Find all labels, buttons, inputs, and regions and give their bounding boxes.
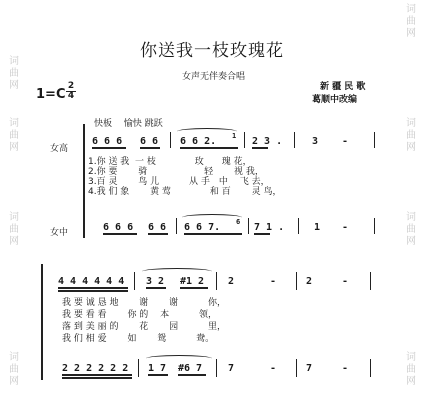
s2-lower-barline1 bbox=[138, 359, 139, 377]
s1-upper-beam3 bbox=[180, 147, 238, 149]
s1-lower-barline3 bbox=[298, 218, 299, 234]
s2-lyric-3: 落 到 美 丽 的 花 园 里， bbox=[62, 322, 227, 332]
s1-lower-beam1 bbox=[103, 233, 137, 235]
s2-upper-group1: 4 4 4 4 4 4 bbox=[58, 276, 125, 287]
s2-upper-group2: 3 2 bbox=[146, 276, 165, 287]
s2-upper-beam3 bbox=[180, 287, 208, 289]
s2-upper-barline2 bbox=[216, 272, 217, 290]
s1-lower-barline1 bbox=[176, 218, 177, 234]
watermark-left-1: 词曲网 bbox=[9, 56, 19, 91]
s1-lower-grace: 6 bbox=[236, 218, 241, 226]
s2-lower-group3: #6 7 bbox=[178, 363, 203, 374]
s1-upper-slur bbox=[177, 128, 237, 135]
s1-upper-group4: 2 3 . bbox=[252, 136, 283, 147]
s1-lower-group2: 6 6 bbox=[148, 222, 167, 233]
s2-upper-beam2 bbox=[146, 287, 166, 289]
tempo-marking: 快板 愉快 跳跃 bbox=[94, 119, 163, 129]
s1-upper-group2: 6 6 bbox=[140, 136, 159, 147]
s2-upper-group3: #1 2 bbox=[180, 276, 205, 287]
s2-upper-beam1b bbox=[58, 290, 128, 292]
s2-lower-barline4 bbox=[370, 359, 371, 377]
s2-upper-group4: 2 bbox=[228, 276, 235, 287]
s2-upper-beam1a bbox=[58, 287, 128, 289]
key-signature: 1=C bbox=[36, 87, 66, 102]
s2-upper-group7: - bbox=[342, 276, 349, 287]
s2-lower-barline3 bbox=[296, 359, 297, 377]
s2-lower-beam1a bbox=[62, 374, 132, 376]
watermark-left-3: 词曲网 bbox=[9, 212, 19, 247]
watermark-right-4: 词曲网 bbox=[406, 352, 416, 387]
s1-upper-barline3 bbox=[294, 132, 295, 148]
s1-lower-group1: 6 6 6 bbox=[103, 222, 134, 233]
s2-lower-beam1b bbox=[62, 377, 132, 379]
s2-lyric-2: 我 要 看 看 你 的 本 领， bbox=[62, 310, 218, 320]
watermark-left-2: 词曲网 bbox=[9, 118, 19, 153]
s2-lower-beam2 bbox=[148, 374, 168, 376]
s2-lower-group7: - bbox=[342, 363, 349, 374]
s2-lower-slur bbox=[146, 355, 212, 362]
s1-upper-beam1 bbox=[92, 147, 126, 149]
s2-lower-beam3 bbox=[178, 374, 206, 376]
s2-upper-barline1 bbox=[134, 272, 135, 290]
s1-lower-barline4 bbox=[374, 218, 375, 234]
part-label-lower: 女中 bbox=[50, 228, 69, 238]
watermark-right-2: 词曲网 bbox=[406, 118, 416, 153]
s1-upper-group5: 3 bbox=[312, 136, 319, 147]
s1-lyric-2: 2.你 要 骑 轻 视 我， bbox=[88, 167, 264, 177]
s2-lower-group6: 7 bbox=[306, 363, 313, 374]
s2-upper-slur bbox=[142, 268, 212, 275]
part-label-upper: 女高 bbox=[50, 144, 69, 154]
watermark-right-1: 词曲网 bbox=[406, 4, 416, 39]
s1-upper-barline4 bbox=[374, 132, 375, 148]
s2-lower-group4: 7 bbox=[228, 363, 235, 374]
s1-upper-beam2 bbox=[140, 147, 160, 149]
s1-lower-beam4 bbox=[254, 233, 270, 235]
s2-upper-group6: 2 bbox=[306, 276, 313, 287]
s2-upper-group5: - bbox=[270, 276, 277, 287]
s2-upper-barline3 bbox=[296, 272, 297, 290]
s1-upper-group6: - bbox=[342, 136, 349, 147]
s2-lyric-4: 我 们 相 爱 如 鸳 鸯。 bbox=[62, 334, 215, 344]
song-title: 你送我一枝玫瑰花 bbox=[140, 41, 284, 61]
credit-arranger: 葛顺中改编 bbox=[312, 95, 358, 105]
s2-lower-barline2 bbox=[216, 359, 217, 377]
s2-lower-group5: - bbox=[270, 363, 277, 374]
s1-lyric-1: 1.你 送 我 一 枝 玫 瑰 花， bbox=[88, 157, 252, 167]
s1-lower-group6: - bbox=[342, 222, 349, 233]
system1-bracket bbox=[83, 124, 85, 238]
credit-origin: 新 疆 民 歌 bbox=[320, 82, 366, 92]
s1-upper-barline2 bbox=[244, 132, 245, 148]
s1-lower-barline2 bbox=[248, 218, 249, 234]
s1-upper-beam4 bbox=[252, 147, 268, 149]
system2-bracket bbox=[41, 264, 43, 380]
watermark-left-4: 词曲网 bbox=[9, 352, 19, 387]
s1-lyric-4: 4.我 们 象 黄 莺 和 百 灵 鸟， bbox=[88, 187, 282, 197]
s2-lyric-1: 我 要 诚 恳 地 谢 谢 你， bbox=[62, 298, 227, 308]
s2-lower-group1: 2 2 2 2 2 2 bbox=[62, 363, 129, 374]
s1-lower-group3: 6 6 7. bbox=[184, 222, 221, 233]
s1-lower-beam3 bbox=[184, 233, 242, 235]
s2-upper-barline4 bbox=[370, 272, 371, 290]
watermark-right-3: 词曲网 bbox=[406, 212, 416, 247]
s1-upper-barline1 bbox=[170, 132, 171, 148]
s1-lower-slur bbox=[182, 214, 242, 221]
song-subtitle: 女声无伴奏合唱 bbox=[182, 72, 246, 82]
s1-upper-grace: 1 bbox=[232, 132, 237, 140]
s1-upper-group3: 6 6 2. bbox=[180, 136, 217, 147]
s2-lower-group2: 1 7 bbox=[148, 363, 167, 374]
s1-upper-group1: 6 6 6 bbox=[92, 136, 123, 147]
s1-lyric-3: 3.百 灵 鸟 儿 从 手 中 飞 去， bbox=[88, 177, 270, 187]
time-signature: 2 4 bbox=[67, 81, 75, 101]
s1-lower-group4: 7 1 . bbox=[254, 222, 285, 233]
s1-lower-beam2 bbox=[148, 233, 168, 235]
s1-lower-group5: 1 bbox=[314, 222, 321, 233]
